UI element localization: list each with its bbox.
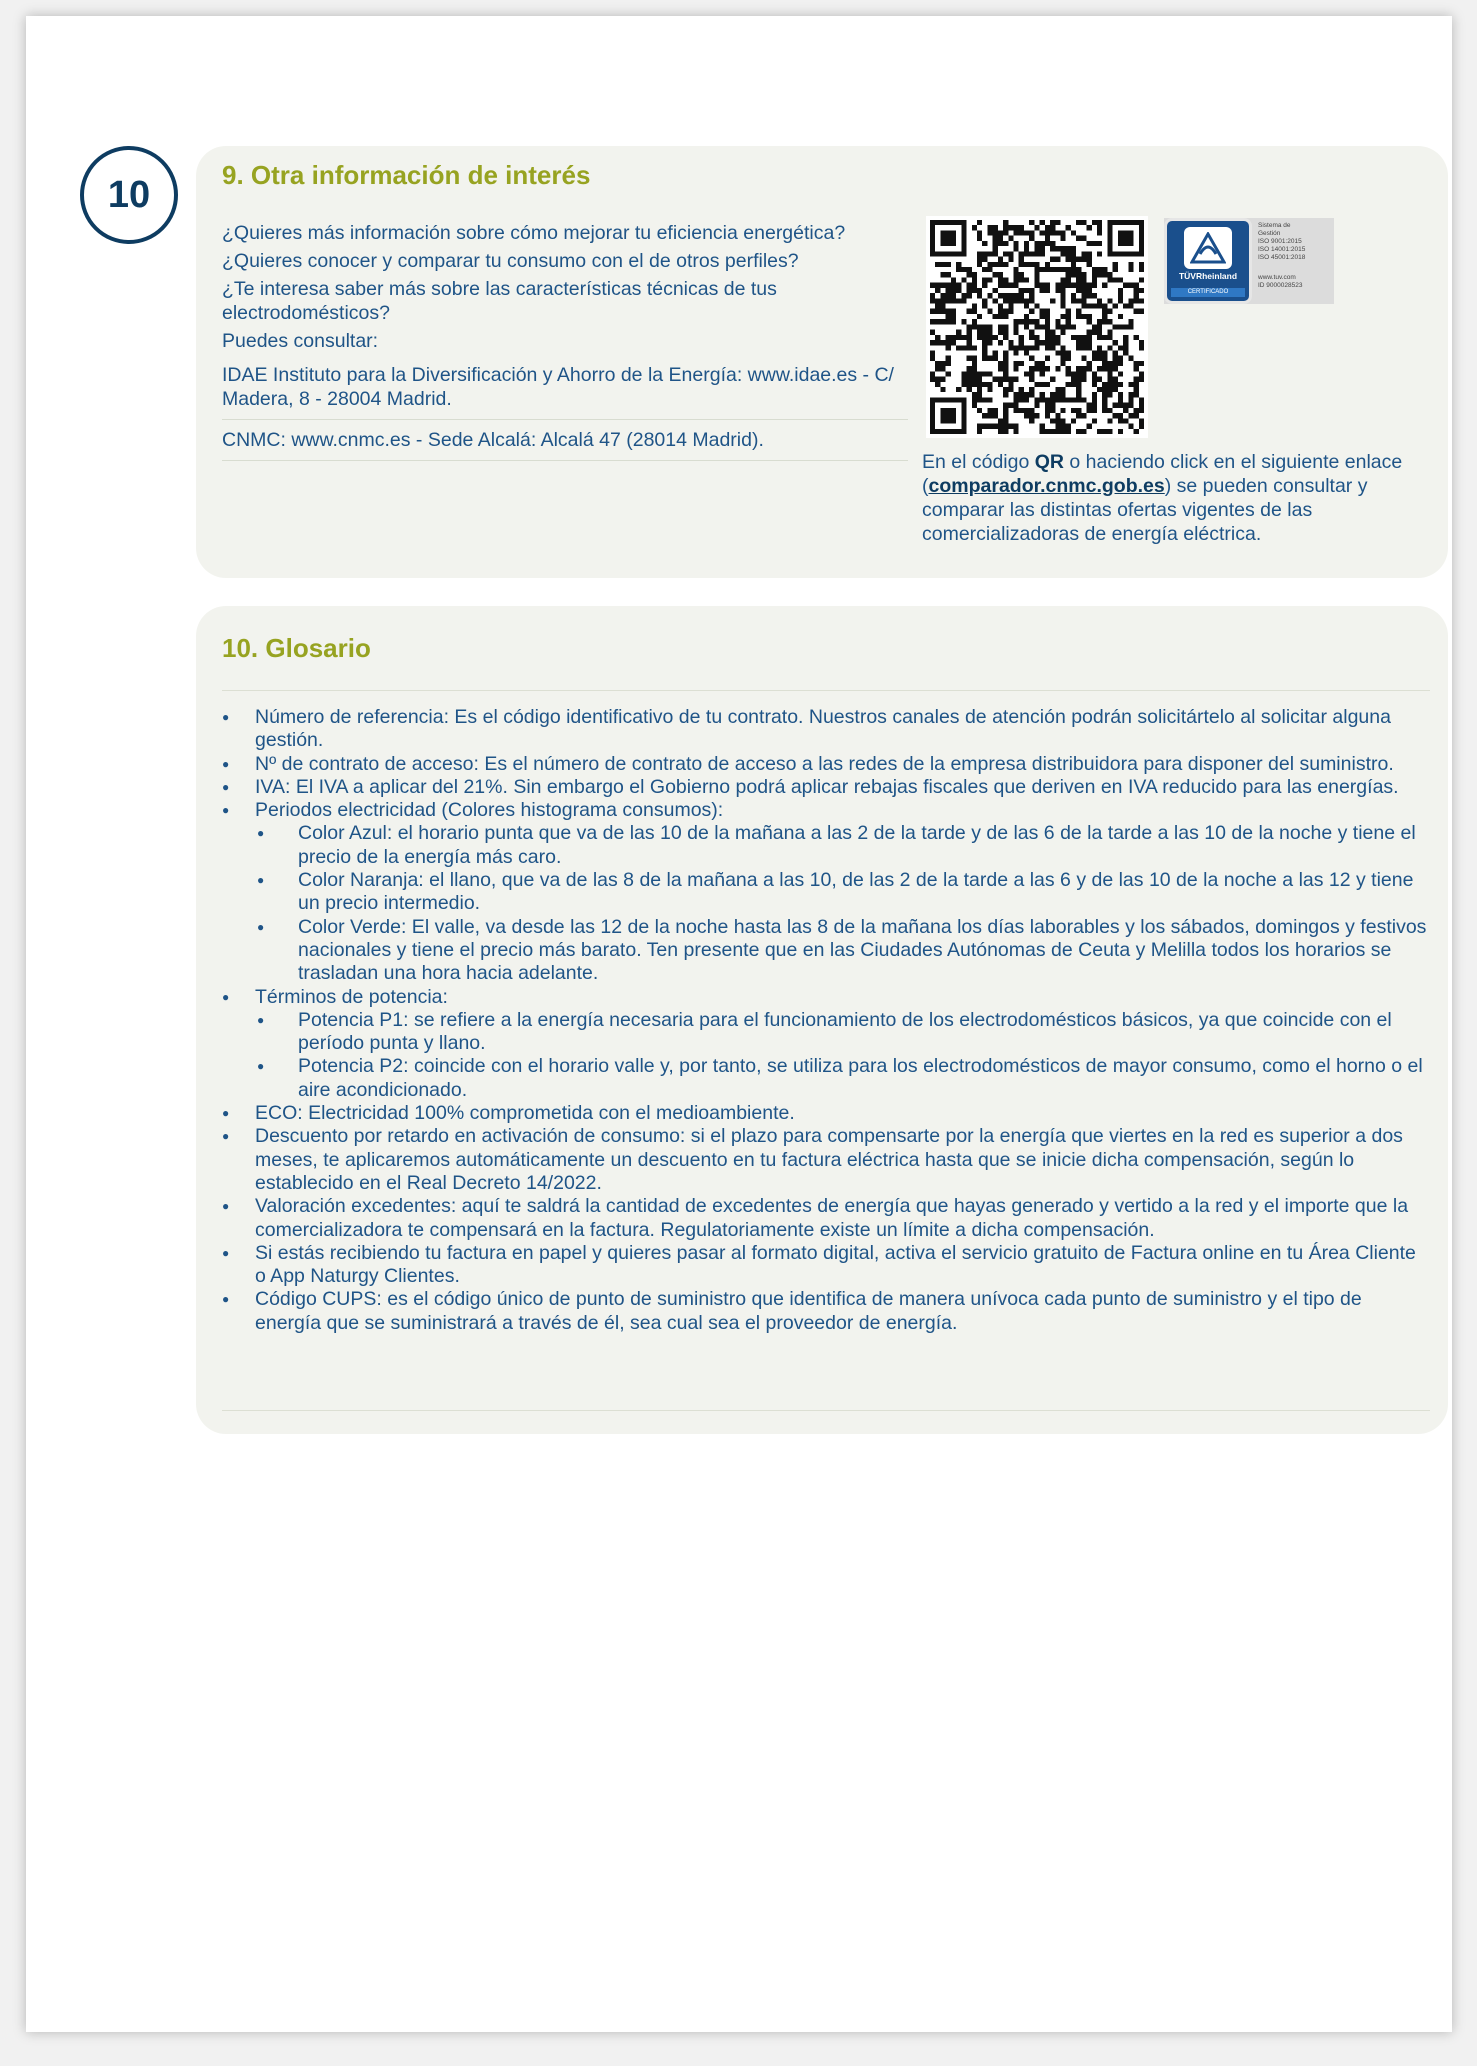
potencia-sublist: [255, 1009, 1432, 1102]
glossary-item: ● IVA: El IVA a aplicar del 21%. Sin embargo el Gobierno podrá aplicar rebajas fiscales que deriven en IVA reducido para las energías.: [222, 776, 1432, 799]
qr-caption-pre: En el código: [922, 451, 1035, 473]
question-compare: ¿Quieres conocer y comparar tu consumo con el de otros perfiles?: [222, 250, 799, 272]
tuv-details: [1252, 218, 1334, 304]
tuv-triangle-icon: [1184, 227, 1232, 269]
info-column: [222, 221, 908, 469]
periodo-naranja: ● Color Naranja: el llano, que va de las 8 de la mañana a las 10, de las 2 de la tarde a las 6 y de las 10 de la noche a las 12 y tiene un precio intermedio.: [255, 869, 1432, 916]
tuv-web: www.tuv.com: [1258, 274, 1296, 281]
idae-address: IDAE Instituto para la Diversificación y Ahorro de la Energía: www.idae.es - C/ Madera, 8 - 28004 Madrid.: [222, 363, 908, 420]
cnmc-address: CNMC: www.cnmc.es - Sede Alcalá: Alcalá 47 (28014 Madrid).: [222, 428, 908, 461]
tuv-line: Gestión: [1258, 230, 1281, 237]
glossary-item-label: Términos de potencia:: [255, 985, 448, 1008]
periodos-sublist: [255, 822, 1432, 985]
glossary-item: ● Valoración excedentes: aquí te saldrá la cantidad de excedentes de energía que hayas generado y vertido a la red y el importe que la comercializadora te compensará en la factura. Regulatoriamente existe un límite a dicha compensación.: [222, 1195, 1432, 1242]
qr-code-pattern: [930, 220, 1144, 434]
glossary-top-divider: [222, 690, 1430, 691]
consult-label: Puedes consultar:: [222, 330, 379, 352]
question-efficiency: ¿Quieres más información sobre cómo mejorar tu eficiencia energética?: [222, 222, 846, 244]
document-page: [26, 16, 1452, 2032]
periodo-verde: ● Color Verde: El valle, va desde las 12 de la noche hasta las 8 de la mañana los días laborables y los sábados, domingos y festivos nacionales y tiene el precio más barato. Ten presente que en las Ciudades Autónomas de Ceuta y Melilla todos los horarios se trasladan una hora hacia adelante.: [255, 916, 1432, 986]
qr-caption: [922, 450, 1442, 546]
glossary-item: ● Descuento por retardo en activación de consumo: si el plazo para compensarte por la energía que viertes en la red es superior a dos meses, te aplicaremos automáticamente un descuento en tu factura eléctrica hasta que se inicie dicha compensación, según lo establecido en el Real Decreto 14/2022.: [222, 1125, 1432, 1195]
page-number-badge: 10: [80, 146, 178, 244]
glossary-item-periodos: [222, 799, 1432, 985]
tuv-certification-logo: [1164, 218, 1334, 304]
section-10-panel: [196, 606, 1448, 1434]
tuv-line: Sistema de: [1258, 222, 1291, 229]
glossary-item: ● Código CUPS: es el código único de punto de suministro que identifica de manera unívoca cada punto de suministro y el tipo de energía que se suministrará a través de él, sea cual sea el proveedor de energía.: [222, 1288, 1432, 1335]
tuv-line: ISO 9001:2015: [1258, 238, 1302, 245]
glossary-list: [222, 706, 1432, 1335]
glossary-item-potencia: [222, 986, 1432, 1102]
qr-caption-post: ) se pueden consultar y comparar las distintas ofertas vigentes de las comercializadoras de energía eléctrica.: [922, 475, 1368, 545]
tuv-id: ID 9000028523: [1258, 282, 1303, 289]
comparador-link[interactable]: comparador.cnmc.gob.es: [928, 475, 1165, 497]
glossary-item: ● Número de referencia: Es el código identificativo de tu contrato. Nuestros canales de atención podrán solicitártelo al solicitar alguna gestión.: [222, 706, 1432, 753]
periodo-azul: ● Color Azul: el horario punta que va de las 10 de la mañana a las 2 de la tarde y de las 6 de la tarde a las 10 de la noche y tiene el precio de la energía más caro.: [255, 822, 1432, 869]
potencia-p2: ● Potencia P2: coincide con el horario valle y, por tanto, se utiliza para los electrodomésticos de mayor consumo, como el horno o el aire acondicionado.: [255, 1055, 1432, 1102]
qr-caption-qr: QR: [1034, 451, 1064, 473]
glossary-item: ● ECO: Electricidad 100% comprometida con el medioambiente.: [222, 1102, 1432, 1125]
qr-caption-mid: o haciendo click en el siguiente enlace (: [922, 451, 1403, 497]
tuv-line: ISO 14001:2015: [1258, 246, 1306, 253]
glossary-item-label: Periodos electricidad (Colores histograma consumos):: [255, 799, 724, 822]
glossary-item: ● Si estás recibiendo tu factura en papel y quieres pasar al formato digital, activa el servicio gratuito de Factura online en tu Área Cliente o App Naturgy Clientes.: [222, 1242, 1432, 1289]
section-9-panel: [196, 146, 1448, 578]
tuv-name: TÜVRheinland: [1178, 271, 1238, 281]
section-10-title: 10. Glosario: [222, 633, 371, 663]
qr-code[interactable]: [926, 216, 1148, 438]
section-9-title: 9. Otra información de interés: [222, 160, 591, 190]
potencia-p1: ● Potencia P1: se refiere a la energía necesaria para el funcionamiento de los electrodomésticos básicos, ya que coincide con el período punta y llano.: [255, 1009, 1432, 1056]
tuv-line: ISO 45001:2018: [1258, 254, 1306, 261]
glossary-item: ● Nº de contrato de acceso: Es el número de contrato de acceso a las redes de la empresa distribuidora para disponer del suministro.: [222, 753, 1432, 776]
glossary-bottom-divider: [222, 1410, 1430, 1411]
question-appliances: ¿Te interesa saber más sobre las características técnicas de tus electrodomésticos?: [222, 278, 777, 324]
tuv-badge: [1164, 218, 1252, 304]
tuv-cert-label: CERTIFICADO: [1171, 288, 1245, 297]
